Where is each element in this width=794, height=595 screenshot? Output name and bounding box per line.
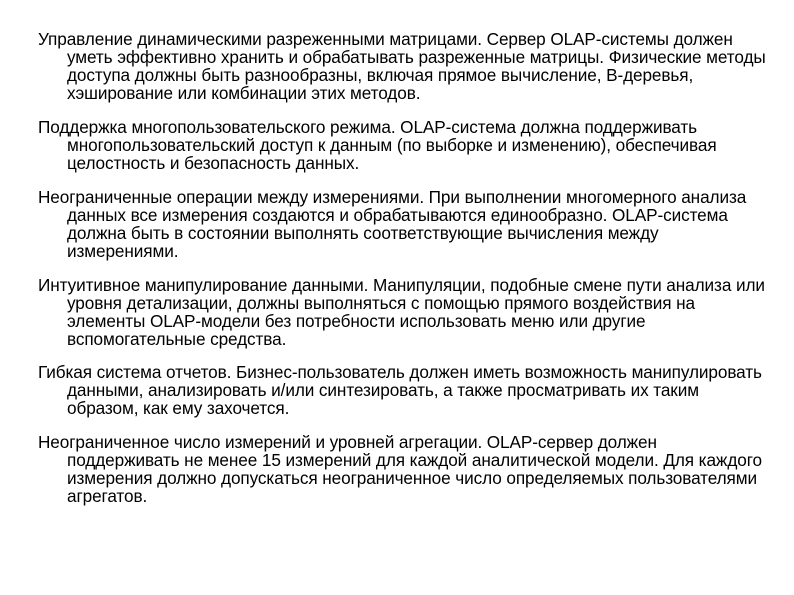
slide-body — [38, 30, 768, 521]
paragraph-cross-dimension-operations: Неограниченные операции между измерениями. При выполнении многомерного анализа данных все измерения создаются и обрабатываются единообразно. OLAP-система должна быть в состоянии выполнять соответствующие вычисления между измерениями. — [38, 187, 747, 261]
paragraph-intuitive-manipulation: Интуитивное манипулирование данными. Манипуляции, подобные смене пути анализа или уровня детализации, должны выполняться с помощью прямого воздействия на элементы OLAP-модели без потребности использовать меню или другие вспомогательные средства. — [38, 275, 765, 349]
paragraph-multiuser-mode: Поддержка многопользовательского режима. OLAP-система должна поддерживать многопользовательский доступ к данным (по выборке и изменению), обеспечивая целостность и безопасность данных. — [38, 117, 717, 173]
paragraph-unlimited-dimensions: Неограниченное число измерений и уровней агрегации. OLAP-сервер должен поддерживать не менее 15 измерений для каждой аналитической модели. Для каждого измерения должно допускаться неограниченное число определяемых пользователями агрегатов. — [38, 432, 762, 506]
paragraph-flexible-reporting: Гибкая система отчетов. Бизнес-пользователь должен иметь возможность манипулировать данными, анализировать и/или синтезировать, а также просматривать их таким образом, как ему захочется. — [38, 362, 762, 418]
paragraph-sparse-matrices: Управление динамическими разреженными матрицами. Сервер OLAP-системы должен уметь эффективно хранить и обрабатывать разреженные матрицы. Физические методы доступа должны быть разнообразны, включая прямое вычисление, B-деревья, хэширование или комбинации этих методов. — [38, 29, 766, 103]
